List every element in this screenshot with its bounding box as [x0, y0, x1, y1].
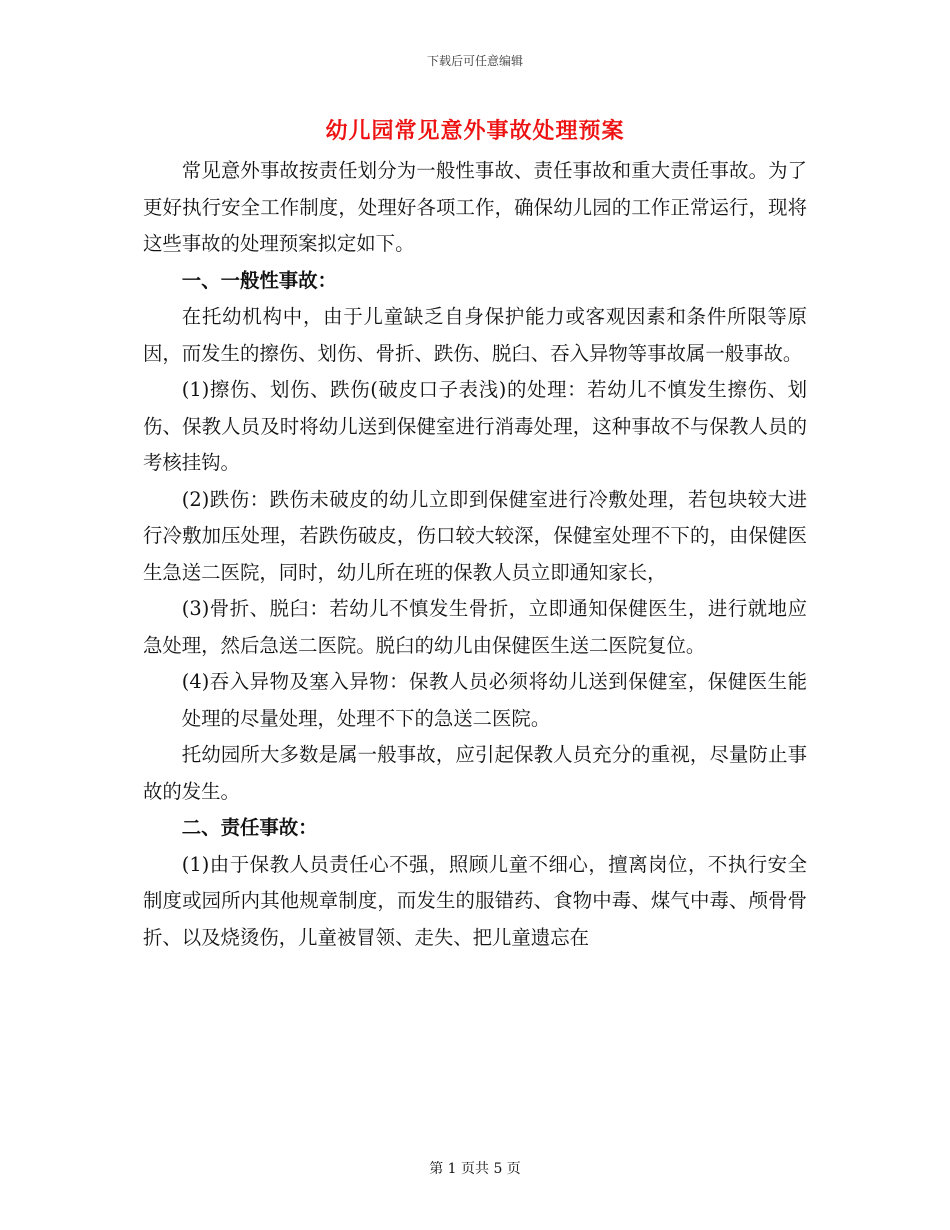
general-accidents-closing: 托幼园所大多数是属一般事故，应引起保教人员充分的重视，尽量防止事故的发生。 [143, 743, 807, 803]
list-item-negligence: (1)由于保教人员责任心不强，照顾儿童不细心，擅离岗位，不执行安全制度或园所内其他规章制度，而发生的服错药、食物中毒、煤气中毒、颅骨骨折、以及烧烫伤，儿童被冒领、走失、把儿童遗忘在 [143, 852, 807, 949]
general-accidents-description: 在托幼机构中，由于儿童缺乏自身保护能力或客观因素和条件所限等原因，而发生的擦伤、划伤、骨折、跌伤、脱臼、吞入异物等事故属一般事故。 [143, 305, 807, 365]
list-item-fracture-dislocation: (3)骨折、脱臼：若幼儿不慎发生骨折，立即通知保健医生，进行就地应急处理，然后急送二医院。脱臼的幼儿由保健医生送二医院复位。 [143, 597, 807, 657]
list-item-abrasion: (1)擦伤、划伤、跌伤(破皮口子表浅)的处理：若幼儿不慎发生擦伤、划伤、保教人员及时将幼儿送到保健室进行消毒处理，这种事故不与保教人员的考核挂钩。 [143, 378, 807, 474]
page-number-footer: 第 1 页共 5 页 [429, 1161, 521, 1177]
header-note: 下载后可任意编辑 [426, 54, 523, 68]
intro-paragraph: 常见意外事故按责任划分为一般性事故、责任事故和重大责任事故。为了更好执行安全工作制度，处理好各项工作，确保幼儿园的工作正常运行，现将这些事故的处理预案拟定如下。 [143, 159, 807, 255]
list-item-fall-injury: (2)跌伤：跌伤未破皮的幼儿立即到保健室进行冷敷处理，若包块较大进行冷敷加压处理，若跌伤破皮，伤口较大较深，保健室处理不下的，由保健医生急送二医院，同时，幼儿所在班的保教人员立即通知家长， [143, 487, 807, 584]
section-heading-liability-accidents: 二、责任事故： [181, 816, 318, 839]
section-heading-general-accidents: 一、一般性事故： [181, 268, 337, 292]
list-item-foreign-object: (4)吞入异物及塞入异物：保教人员必须将幼儿送到保健室，保健医生能处理的尽量处理，处理不下的急送二医院。 [181, 670, 807, 730]
document-title: 幼儿园常见意外事故处理预案 [325, 118, 625, 144]
document-body [143, 153, 807, 956]
